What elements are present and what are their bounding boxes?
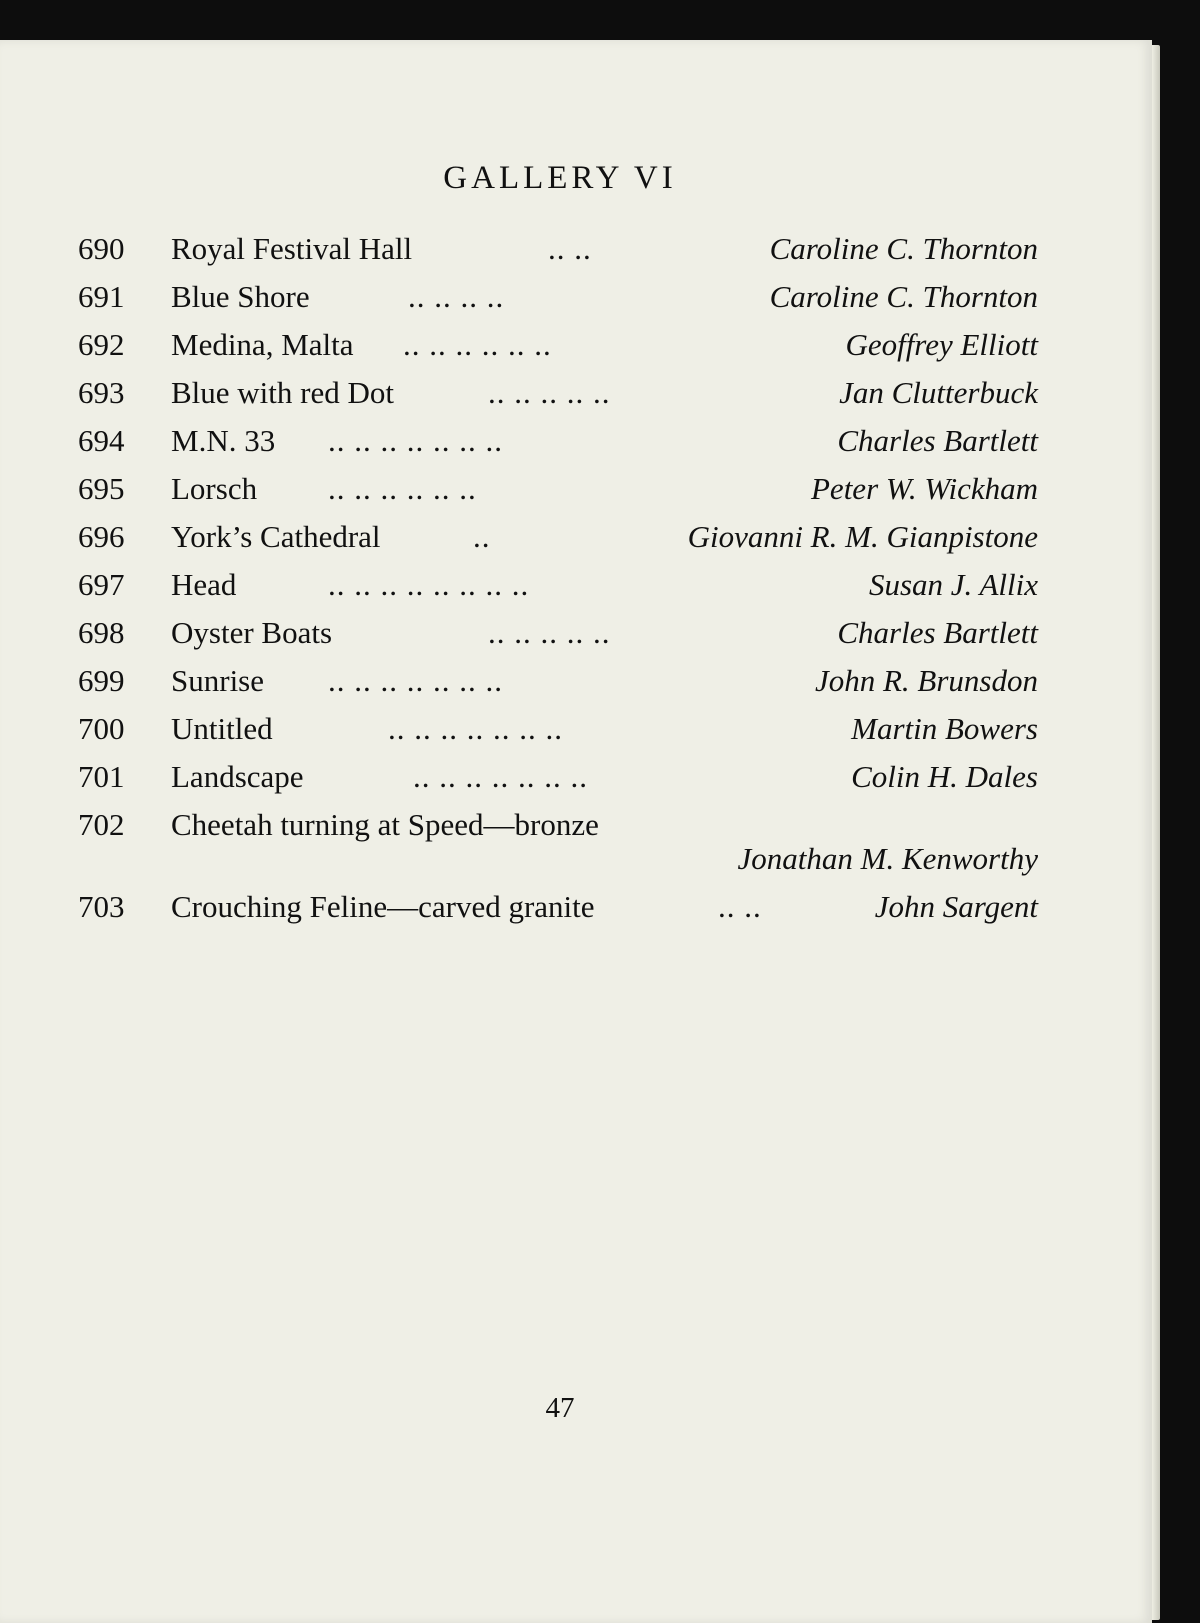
list-item bbox=[78, 609, 1038, 657]
dot-leader: .. .. .. .. bbox=[408, 279, 505, 314]
entry-number: 697 bbox=[78, 567, 125, 602]
entry-artist: John Sargent bbox=[874, 889, 1038, 924]
entry-number: 699 bbox=[78, 663, 125, 698]
list-item bbox=[78, 465, 1038, 513]
entry-list bbox=[78, 225, 1038, 931]
dot-leader: .. .. .. .. .. .. .. bbox=[388, 711, 563, 746]
dot-leader: .. bbox=[473, 519, 491, 554]
entry-artist: Geoffrey Elliott bbox=[845, 327, 1038, 362]
list-item bbox=[78, 321, 1038, 369]
entry-number: 691 bbox=[78, 279, 125, 314]
dot-leader: .. .. .. .. .. .. bbox=[328, 471, 477, 506]
entry-number: 700 bbox=[78, 711, 125, 746]
entry-title: Blue Shore bbox=[171, 279, 310, 314]
page-number: 47 bbox=[545, 1392, 575, 1424]
catalogue-page bbox=[0, 40, 1152, 1623]
entry-artist: Caroline C. Thornton bbox=[769, 279, 1038, 314]
dot-leader: .. .. .. .. .. .. bbox=[403, 327, 552, 362]
entry-number: 693 bbox=[78, 375, 125, 410]
entry-title: Cheetah turning at Speed—bronze bbox=[171, 807, 599, 842]
entry-title: Oyster Boats bbox=[171, 615, 333, 650]
dot-leader: .. .. .. .. .. bbox=[488, 615, 611, 650]
entry-number: 694 bbox=[78, 423, 125, 458]
list-item bbox=[78, 561, 1038, 609]
list-item bbox=[78, 705, 1038, 753]
page-title: GALLERY VI bbox=[443, 160, 677, 196]
entry-title: Lorsch bbox=[171, 471, 258, 506]
entry-artist: Peter W. Wickham bbox=[811, 471, 1038, 506]
list-item bbox=[78, 513, 1038, 561]
list-item bbox=[78, 801, 1038, 883]
dot-leader: .. .. .. .. .. .. .. .. bbox=[328, 567, 530, 602]
entry-number: 698 bbox=[78, 615, 125, 650]
entry-artist: John R. Brunsdon bbox=[814, 663, 1038, 698]
entry-title: Crouching Feline—carved granite bbox=[171, 889, 595, 924]
entry-number: 690 bbox=[78, 231, 125, 266]
entry-artist: Martin Bowers bbox=[851, 711, 1038, 746]
list-item bbox=[78, 753, 1038, 801]
entry-artist: Charles Bartlett bbox=[837, 615, 1038, 650]
entry-title: Head bbox=[171, 567, 237, 602]
entry-artist: Jan Clutterbuck bbox=[839, 375, 1038, 410]
entry-title: Untitled bbox=[171, 711, 273, 746]
dot-leader: .. .. bbox=[718, 889, 762, 924]
entry-artist: Colin H. Dales bbox=[851, 759, 1038, 794]
entry-title: M.N. 33 bbox=[171, 423, 276, 458]
entry-number: 702 bbox=[78, 807, 125, 842]
entry-artist: Susan J. Allix bbox=[868, 567, 1038, 602]
list-item bbox=[78, 225, 1038, 273]
list-item bbox=[78, 273, 1038, 321]
entry-title: Sunrise bbox=[171, 663, 264, 698]
dot-leader: .. .. .. .. .. .. .. bbox=[328, 663, 503, 698]
entry-title: Medina, Malta bbox=[171, 327, 354, 362]
dot-leader: .. .. bbox=[548, 231, 592, 266]
entry-number: 692 bbox=[78, 327, 125, 362]
dot-leader: .. .. .. .. .. .. .. bbox=[413, 759, 588, 794]
list-item bbox=[78, 883, 1038, 931]
entry-artist: Caroline C. Thornton bbox=[769, 231, 1038, 266]
dot-leader: .. .. .. .. .. bbox=[488, 375, 611, 410]
entry-title: Blue with red Dot bbox=[171, 375, 394, 410]
entry-artist: Jonathan M. Kenworthy bbox=[737, 841, 1038, 876]
entry-artist: Charles Bartlett bbox=[837, 423, 1038, 458]
entry-artist: Giovanni R. M. Gianpistone bbox=[687, 519, 1038, 554]
entry-number: 695 bbox=[78, 471, 125, 506]
list-item bbox=[78, 657, 1038, 705]
list-item bbox=[78, 369, 1038, 417]
entry-title: York’s Cathedral bbox=[171, 519, 381, 554]
entry-number: 696 bbox=[78, 519, 125, 554]
dot-leader: .. .. .. .. .. .. .. bbox=[328, 423, 503, 458]
entry-title: Royal Festival Hall bbox=[171, 231, 413, 266]
entry-title: Landscape bbox=[171, 759, 304, 794]
entry-number: 703 bbox=[78, 889, 125, 924]
entry-number: 701 bbox=[78, 759, 125, 794]
list-item bbox=[78, 417, 1038, 465]
